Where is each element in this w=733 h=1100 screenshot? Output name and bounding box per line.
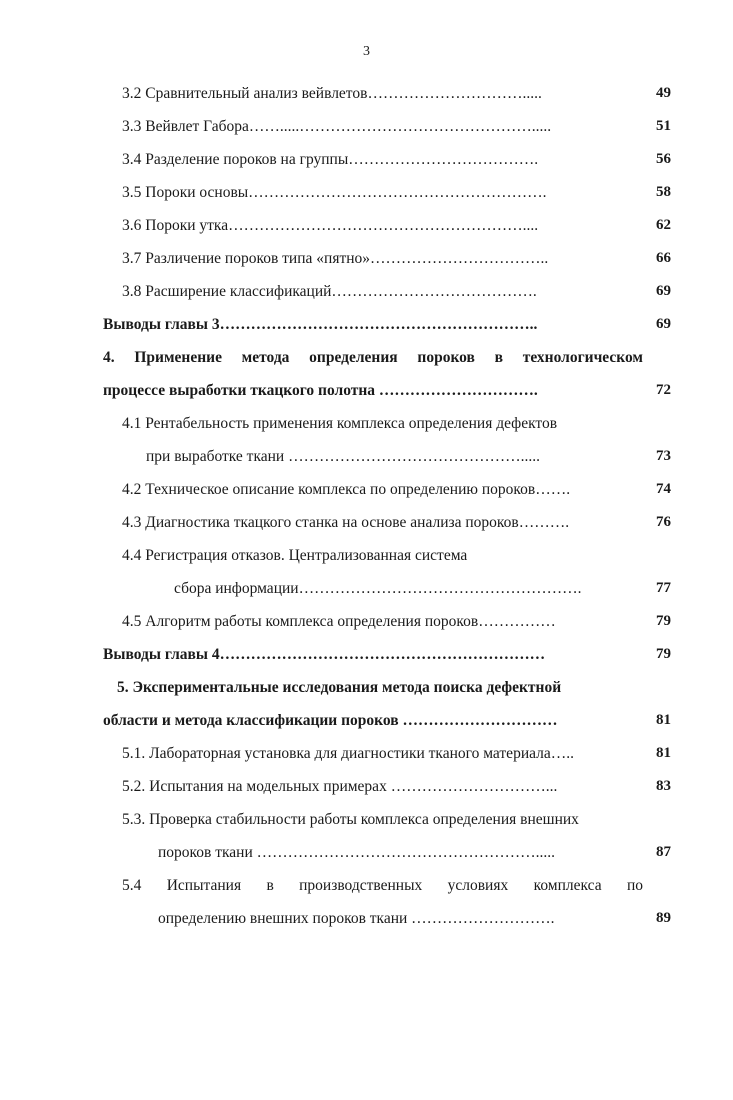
toc-entry-title: 4.5 Алгоритм работы комплекса определения пороков……………: [122, 613, 556, 630]
toc-page-number: 79: [656, 613, 671, 629]
toc-entry-title: 3.2 Сравнительный анализ вейвлетов………………………….....: [122, 85, 542, 102]
toc-page-number: 56: [656, 151, 671, 167]
toc-page-number: 62: [656, 217, 671, 233]
toc-entry-4-2: [103, 473, 671, 506]
toc-entry-conclusions-4: [103, 638, 671, 671]
toc-chapter-5-heading: [103, 671, 671, 704]
toc-page-number: 49: [656, 85, 671, 101]
toc-entry-title: 4.2 Техническое описание комплекса по определению пороков…….: [122, 481, 571, 498]
toc-entry-title: 3.3 Вейвлет Габора…….....……………………………………….....: [122, 118, 552, 135]
toc-page-number: 51: [656, 118, 671, 134]
toc-entry-title: 5.3. Проверка стабильности работы комплекса определения внешних: [122, 811, 579, 828]
toc-entry-5-4-continuation: [103, 902, 671, 935]
toc-entry-title: при выработке ткани ……………………………………….....: [146, 448, 540, 465]
toc-chapter-4-continuation: [103, 374, 671, 407]
page-number: 3: [363, 44, 370, 59]
toc-entry-title: пороков ткани ……………………………………………….....: [158, 844, 556, 861]
toc-entry-5-4: [103, 869, 671, 902]
toc-entry-title: области и метода классификации пороков …………………………: [103, 712, 558, 729]
toc-entry-title: определению внешних пороков ткани ……………………….: [158, 910, 555, 927]
toc-chapter-4-heading: [103, 341, 671, 374]
toc-entry-4-4: [103, 539, 671, 572]
toc-page-number: 81: [656, 745, 671, 761]
toc-entry-5-2: [103, 770, 671, 803]
toc-page-number: 89: [656, 910, 671, 926]
toc-entry-5-3: [103, 803, 671, 836]
toc-entry-title: процессе выработки ткацкого полотна ………………………….: [103, 382, 538, 399]
toc-page-number: 72: [656, 382, 671, 398]
toc-page-number: 81: [656, 712, 671, 728]
toc-entry-title: 5. Экспериментальные исследования метода поиска дефектной: [117, 679, 562, 696]
toc-page-number: 87: [656, 844, 671, 860]
toc-entry-5-1: [103, 737, 671, 770]
toc-entry-5-3-continuation: [103, 836, 671, 869]
toc-entry-3-6: [103, 209, 671, 242]
toc-page-number: 73: [656, 448, 671, 464]
toc-entry-title: 5.1. Лабораторная установка для диагностики тканого материала…..: [122, 745, 574, 762]
toc-entry-3-8: [103, 275, 671, 308]
toc-page-number: 79: [656, 646, 671, 662]
toc-page-number: 83: [656, 778, 671, 794]
toc-page-number: 77: [656, 580, 671, 596]
toc-entry-title: Выводы главы 4………………………………………………………: [103, 646, 546, 663]
toc-entry-title: 5.2. Испытания на модельных примерах …………………………...: [122, 778, 558, 795]
toc-entry-4-5: [103, 605, 671, 638]
toc-entry-3-5: [103, 176, 671, 209]
table-of-contents: [103, 77, 671, 935]
toc-chapter-5-continuation: [103, 704, 671, 737]
toc-page-number: 74: [656, 481, 671, 497]
toc-page-number: 76: [656, 514, 671, 530]
toc-page-number: 58: [656, 184, 671, 200]
toc-entry-4-1-continuation: [103, 440, 671, 473]
toc-page-number: 69: [656, 283, 671, 299]
toc-entry-title: 5.4 Испытания в производственных условиях комплекса по: [122, 877, 643, 894]
toc-entry-title: сбора информации……………………………………………….: [174, 580, 582, 597]
toc-entry-4-3: [103, 506, 671, 539]
toc-entry-title: 4.3 Диагностика ткацкого станка на основе анализа пороков……….: [122, 514, 570, 531]
toc-entry-3-4: [103, 143, 671, 176]
toc-entry-4-1: [103, 407, 671, 440]
toc-entry-title: 3.6 Пороки утка…………………………………………………....: [122, 217, 539, 234]
toc-entry-3-2: [103, 77, 671, 110]
toc-entry-3-3: [103, 110, 671, 143]
toc-entry-title: 3.5 Пороки основы………………………………………………….: [122, 184, 547, 201]
toc-entry-3-7: [103, 242, 671, 275]
toc-entry-title: 3.4 Разделение пороков на группы……………………………….: [122, 151, 539, 168]
toc-entry-title: Выводы главы 3……………………………………………………..: [103, 316, 538, 333]
toc-entry-title: 4.1 Рентабельность применения комплекса определения дефектов: [122, 415, 558, 432]
toc-entry-title: 3.7 Различение пороков типа «пятно»……………………………..: [122, 250, 549, 267]
toc-entry-title: 4.4 Регистрация отказов. Централизованная система: [122, 547, 468, 564]
toc-page-number: 66: [656, 250, 671, 266]
toc-entry-title: 3.8 Расширение классификаций………………………………….: [122, 283, 537, 300]
toc-entry-4-4-continuation: [103, 572, 671, 605]
toc-page-number: 69: [656, 316, 671, 332]
toc-entry-conclusions-3: [103, 308, 671, 341]
toc-entry-title: 4. Применение метода определения пороков в технологическом: [103, 349, 643, 366]
